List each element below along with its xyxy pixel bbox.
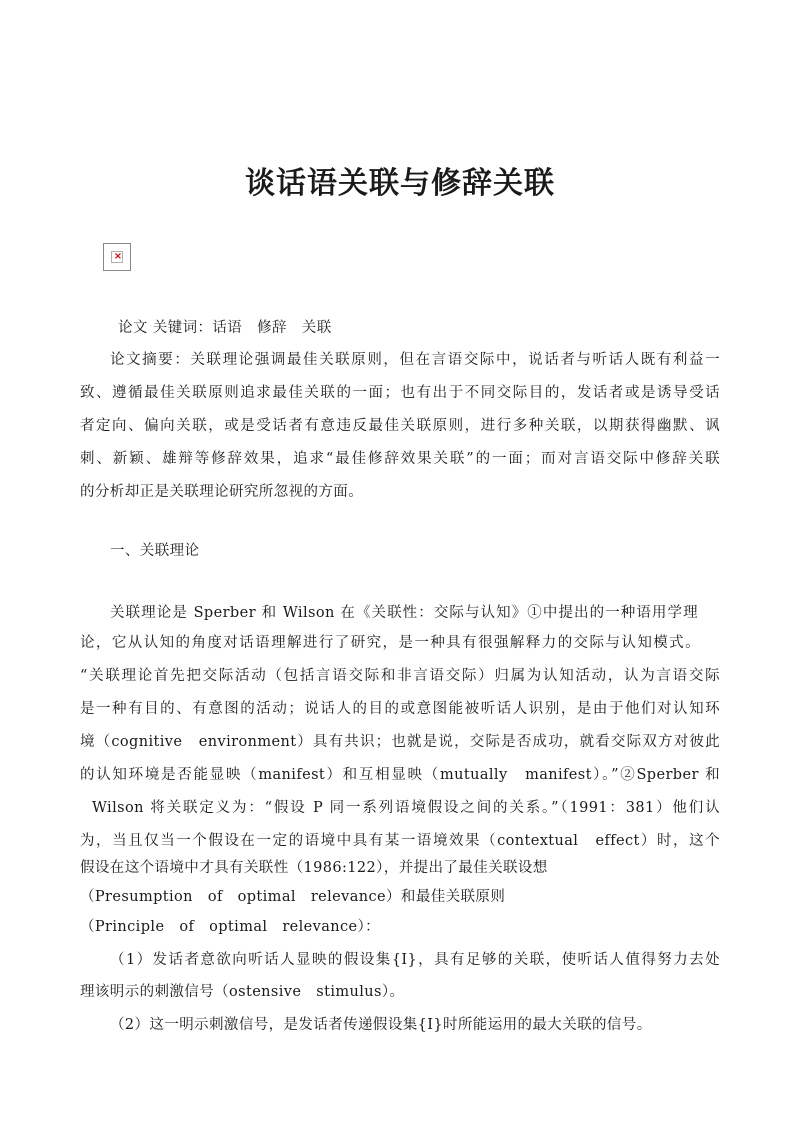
body-line: （Principle of optimal relevance）： <box>80 919 381 935</box>
body-line: 论，它从认知的角度对话语理解进行了研究，是一种具有很强解释力的交际与认知模式。 <box>80 635 700 651</box>
broken-image-icon <box>103 243 131 271</box>
section-heading: 一、关联理论 <box>110 543 200 559</box>
body-line: 为，当且仅当一个假设在一定的语境中具有某一语境效果（contextual effect）时，这个 <box>80 833 720 849</box>
abstract-line: 的分析却正是关联理论研究所忽视的方面。 <box>80 484 364 500</box>
body-line: 是一种有目的、有意图的活动；说话人的目的或意图能被听话人识别，是由于他们对认知环 <box>80 701 720 717</box>
body-line: 假设在这个语境中才具有关联性（1986:122），并提出了最佳关联设想 <box>80 860 548 876</box>
body-line: 的认知环境是否能显映（manifest）和互相显映（mutually manifest）。”②Sperber 和 <box>80 767 720 783</box>
abstract-line: 致、遵循最佳关联原则追求最佳关联的一面；也有出于不同交际目的，发话者或是诱导受话 <box>80 385 720 401</box>
body-line: “关联理论首先把交际活动（包括言语交际和非言语交际）归属为认知活动，认为言语交际 <box>80 668 720 684</box>
abstract-line: 论文摘要：关联理论强调最佳关联原则，但在言语交际中，说话者与听话人既有利益一 <box>110 352 720 368</box>
document-title: 谈话语关联与修辞关联 <box>245 166 555 201</box>
body-line: 理该明示的刺激信号（ostensive stimulus）。 <box>80 984 405 1000</box>
broken-image-x-mark: × <box>113 251 123 262</box>
body-line: 关联理论是 Sperber 和 Wilson 在《关联性：交际与认知》①中提出的一种语用学理 <box>110 605 698 621</box>
body-line: （1）发话者意欲向听话人显映的假设集{I}，具有足够的关联，使听话人值得努力去处 <box>110 952 720 968</box>
keywords-line: 论文 关键词：话语 修辞 关联 <box>118 320 332 336</box>
body-line: Wilson 将关联定义为：“假设 P 同一系列语境假设之间的关系。”（1991：381）他们认 <box>92 800 720 816</box>
body-line: 境（cognitive environment）具有共识；也就是说，交际是否成功，就看交际双方对彼此 <box>80 734 720 750</box>
abstract-line: 者定向、偏向关联，或是受话者有意违反最佳关联原则，进行多种关联，以期获得幽默、讽 <box>80 418 720 434</box>
body-line: （Presumption of optimal relevance）和最佳关联原则 <box>80 889 506 905</box>
body-line: （2）这一明示刺激信号，是发话者传递假设集{I}时所能运用的最大关联的信号。 <box>110 1017 652 1033</box>
abstract-line: 刺、新颖、雄辩等修辞效果，追求“最佳修辞效果关联”的一面；而对言语交际中修辞关联 <box>80 451 720 467</box>
broken-image-frame <box>111 251 123 263</box>
